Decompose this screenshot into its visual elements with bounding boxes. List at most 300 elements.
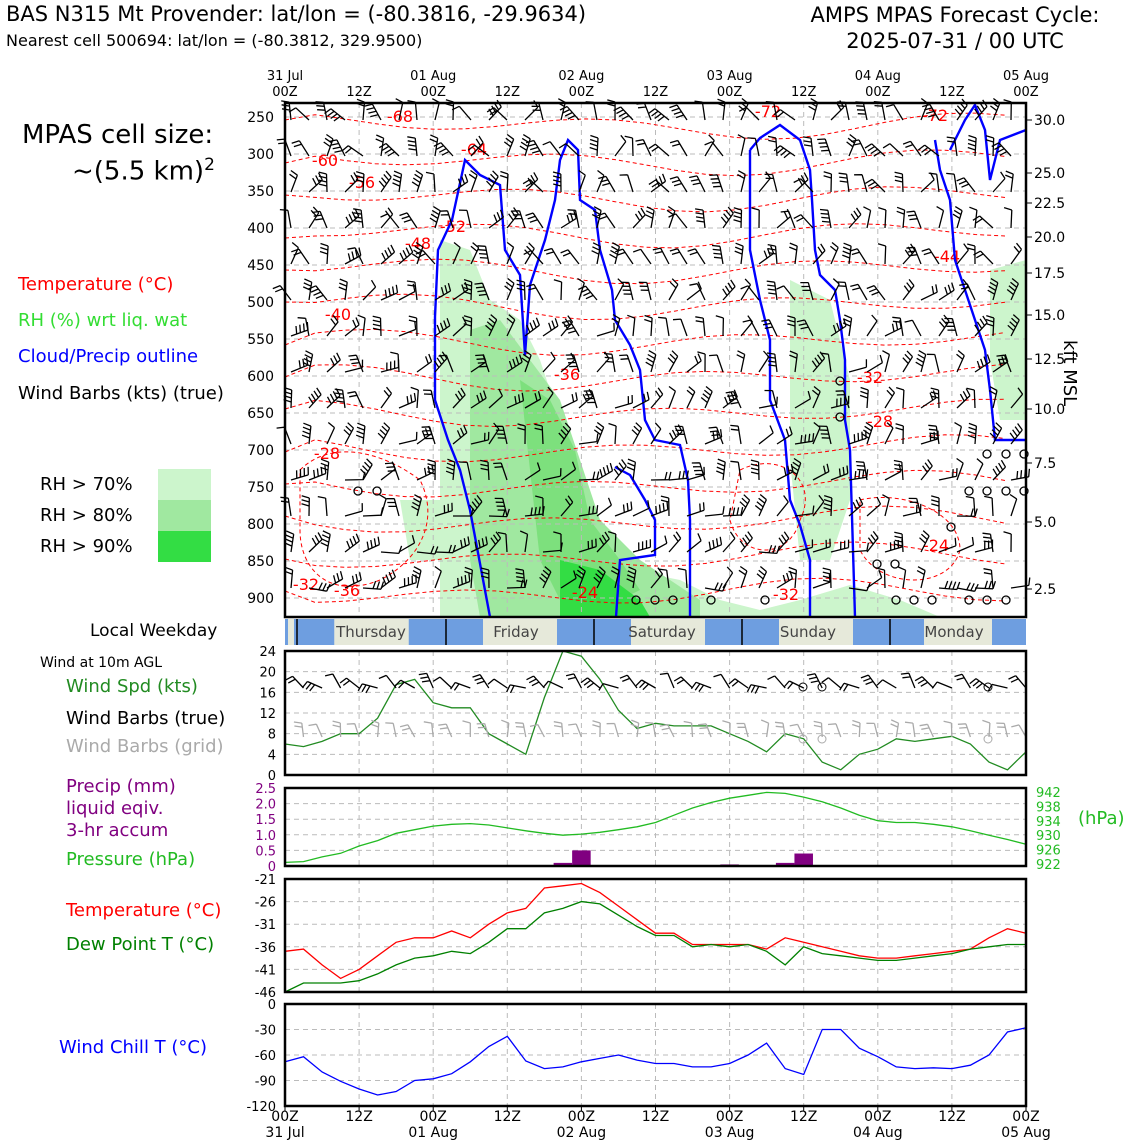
- temp-contour-label: -40: [324, 305, 352, 324]
- wind-barb-grid: [385, 723, 396, 737]
- wind-barb-grid: [996, 723, 1007, 737]
- wind-barb-upper: [651, 536, 667, 552]
- wind-barb-grid: [347, 724, 359, 737]
- calm-circle: [928, 596, 936, 604]
- wind-barb-upper: [687, 354, 701, 372]
- temp-contour-label: -24: [922, 536, 950, 555]
- wind-barb-upper: [993, 460, 1006, 480]
- wind-barb-upper: [737, 351, 745, 372]
- wind-barb-grid: [294, 722, 304, 737]
- wind-barb-upper: [849, 208, 861, 228]
- precip-bar: [572, 850, 591, 866]
- wind-barb-upper: [592, 243, 601, 264]
- wind-barb-10m: [714, 674, 730, 688]
- wind-barb-upper: [957, 389, 970, 408]
- wind-barb-grid: [438, 724, 451, 737]
- wind-barb-upper: [957, 351, 965, 373]
- wind-barb-upper: [723, 280, 735, 300]
- wind-barb-10m: [691, 682, 711, 691]
- wind-barb-upper: [984, 496, 993, 516]
- temp-contour-label: -44: [933, 247, 961, 266]
- wind-barb-upper: [646, 351, 656, 372]
- wind-barb-upper: [590, 136, 598, 157]
- top-axis-hour: 12Z: [642, 85, 669, 100]
- wind-barb-upper: [361, 459, 373, 480]
- chill-panel-ytick: 0: [267, 998, 276, 1013]
- wind-barb-upper: [318, 497, 327, 516]
- wind-barb-10m: [1009, 676, 1027, 688]
- wind-barb-upper: [921, 284, 937, 300]
- wind-panel-ytick: 4: [267, 748, 276, 764]
- pressure-tick-label: 700: [247, 443, 274, 459]
- wind-barb-upper: [885, 320, 901, 336]
- legend-rh: RH (%) wrt liq. wat: [18, 310, 188, 331]
- kft-tick-label: 5.0: [1034, 515, 1057, 531]
- wind-barb-upper: [632, 423, 642, 444]
- wind-barb-10m: [620, 675, 637, 688]
- wind-barb-grid: [905, 722, 915, 737]
- wind-barb-upper: [860, 388, 868, 409]
- wind-barb-upper: [968, 136, 976, 157]
- wind-barb-upper: [688, 249, 705, 264]
- forecast-cycle-line2: 2025-07-31 / 00 UTC: [846, 29, 1064, 53]
- wind-barb-upper: [723, 532, 735, 552]
- wind-barb-grid: [722, 721, 730, 737]
- precip-panel-ytick: 1.5: [255, 813, 276, 829]
- wind-panel-ytick: 8: [267, 727, 276, 743]
- wind-barb-upper: [865, 179, 885, 192]
- wind-barb-upper: [843, 315, 852, 336]
- wind-barb-10m: [807, 674, 822, 688]
- wind-barb-upper: [426, 172, 435, 192]
- calm-circle-10m: [984, 735, 992, 743]
- wind-barb-upper: [399, 245, 413, 264]
- wind-barb-upper: [651, 388, 663, 408]
- bottom-axis-hour: 00Z: [567, 1109, 596, 1125]
- wind-barb-upper: [309, 388, 321, 408]
- wind-barb-upper: [430, 207, 440, 228]
- wind-barb-upper: [344, 423, 354, 444]
- wind-barb-upper: [896, 424, 904, 444]
- legend-temperature: Temperature (°C): [18, 274, 174, 295]
- pressure-unit: (hPa): [1078, 808, 1125, 829]
- precip-panel-ytick: 2.0: [255, 797, 276, 813]
- wind-barb-upper: [712, 246, 723, 265]
- pressure-tick-label: 500: [247, 295, 274, 311]
- wind-barb-upper: [689, 176, 705, 192]
- wind-barb-upper: [716, 316, 724, 336]
- precip-panel-ytick: 1.0: [255, 828, 276, 844]
- bottom-axis-hour: 00Z: [715, 1109, 744, 1125]
- bottom-axis-date: 05 Aug: [1001, 1125, 1051, 1140]
- wind-barb-10m: [877, 680, 896, 688]
- kft-tick-label: 17.5: [1034, 266, 1066, 282]
- wind-barb-upper: [303, 279, 312, 300]
- wind-barb-upper: [673, 319, 687, 336]
- wind-barb-upper: [896, 388, 904, 408]
- bottom-axis-date: 03 Aug: [704, 1125, 755, 1140]
- calm-circle: [1002, 596, 1010, 604]
- wind-barb-upper: [407, 137, 417, 156]
- wind-barb-upper: [381, 546, 402, 554]
- wind-panel-ytick: 12: [259, 707, 276, 722]
- wind-barb-upper: [610, 243, 620, 264]
- wind-barb-upper: [927, 354, 939, 372]
- wind-barb-10m: [566, 674, 581, 688]
- wind-barb-upper: [615, 502, 632, 516]
- wind-barb-upper: [399, 575, 416, 588]
- pressure-tick-label: 650: [247, 406, 274, 422]
- top-axis-hour: 00Z: [420, 85, 446, 100]
- wind-barb-10m: [729, 679, 748, 688]
- wind-barb-upper: [735, 243, 743, 264]
- calm-circle: [1002, 450, 1010, 458]
- wind-barb-upper: [850, 249, 867, 264]
- wind-barb-10m: [988, 684, 1007, 691]
- temp-panel-ytick: -26: [254, 895, 276, 911]
- chart-subtitle: Nearest cell 500694: lat/lon = (-80.3812, 329.9500): [6, 31, 423, 50]
- wind-barb-upper: [687, 387, 695, 408]
- wind-barb-upper: [1010, 495, 1017, 517]
- wind-barb-upper: [993, 172, 1005, 192]
- temp-panel-ytick: -41: [254, 963, 276, 979]
- wind-barb-grid: [660, 725, 674, 738]
- wind-barb-upper: [412, 171, 422, 193]
- wind-barb-upper: [842, 243, 851, 264]
- top-axis-date: 31 Jul: [266, 69, 304, 84]
- wind-barb-upper: [309, 207, 319, 228]
- temp-contour: [285, 224, 1005, 248]
- wind-barb-upper: [381, 387, 392, 408]
- wind-barb-upper: [740, 532, 752, 552]
- top-axis-hour: 00Z: [865, 85, 891, 100]
- precip-panel-ytick: 0.5: [255, 844, 276, 860]
- wind-barb-upper: [594, 423, 603, 445]
- pressure-tick-label: 550: [247, 332, 274, 348]
- wind-barb-upper: [955, 423, 962, 444]
- wind-barb-10m: [784, 681, 804, 689]
- wind-barb-grid: [920, 724, 934, 737]
- legend-windchill: Wind Chill T (°C): [59, 1037, 207, 1058]
- weekday-highlight: [288, 619, 294, 645]
- temp-contour: [285, 259, 1005, 283]
- chill-panel-ytick: -60: [254, 1049, 276, 1064]
- wind-barb-upper: [614, 107, 633, 120]
- wind-barb-upper: [561, 250, 579, 264]
- wind-barb-upper: [751, 460, 759, 480]
- temp-contour-label: -32: [856, 368, 884, 387]
- kft-tick-label: 7.5: [1034, 456, 1057, 472]
- wind-barb-10m: [932, 682, 952, 688]
- wind-barb-upper: [309, 173, 322, 192]
- wind-barb-upper: [892, 317, 903, 336]
- wind-barb-upper: [705, 537, 722, 552]
- wind-barb-upper: [356, 423, 365, 444]
- top-axis-hour: 12Z: [346, 85, 372, 100]
- wind-barb-upper: [578, 286, 597, 300]
- wind-barb-upper: [560, 107, 579, 121]
- wind-barb-upper: [917, 567, 925, 588]
- wind-barb-upper: [381, 285, 398, 300]
- wind-barb-upper: [385, 463, 399, 480]
- legend-precip-3: 3-hr accum: [66, 820, 169, 841]
- wind-barb-upper: [969, 207, 977, 228]
- wind-barb-upper: [957, 583, 978, 592]
- cell-size-sup: 2: [204, 155, 215, 175]
- wind-barb-upper: [627, 315, 635, 336]
- wind-panel-ytick: 24: [259, 645, 276, 660]
- bottom-axis-hour: 12Z: [789, 1109, 818, 1125]
- wind-barb-upper: [309, 286, 328, 300]
- wind-barb-grid: [424, 722, 433, 737]
- wind-barb-upper: [730, 461, 741, 480]
- pressure-tick-label: 850: [247, 554, 274, 570]
- wind-barb-upper: [646, 207, 655, 228]
- wind-barb-upper: [478, 246, 490, 264]
- wind-barb-upper: [885, 387, 895, 408]
- legend-barbs-grid: Wind Barbs (grid): [66, 736, 224, 757]
- rh-fill-6: [400, 500, 445, 560]
- wind-barb-upper: [777, 496, 788, 517]
- wind-barb-upper: [615, 135, 626, 156]
- temp-contour-label: -52: [439, 217, 467, 236]
- wind-barb-upper: [644, 316, 652, 337]
- calm-circle: [891, 560, 899, 568]
- wind-barb-grid: [631, 720, 639, 737]
- wind-barb-10m: [636, 680, 656, 690]
- precip-panel-ytick: 2.5: [255, 782, 276, 797]
- wind-barb-grid: [400, 725, 415, 737]
- wind-barb-upper: [658, 317, 669, 336]
- temp-panel-ytick: -21: [254, 873, 276, 888]
- wind-barb-upper: [597, 498, 611, 516]
- wind-barb-upper: [1004, 532, 1012, 552]
- wind-barb-grid: [761, 720, 768, 737]
- bottom-axis-date: 01 Aug: [408, 1125, 459, 1140]
- forecast-cycle-line1: AMPS MPAS Forecast Cycle:: [810, 3, 1100, 27]
- wind-barb-upper: [609, 424, 617, 445]
- bottom-axis-date: 04 Aug: [852, 1125, 903, 1140]
- wind-barb-upper: [378, 423, 390, 444]
- wind-barb-upper: [320, 244, 328, 265]
- calm-circle: [983, 487, 991, 495]
- chill-panel-ytick: -120: [246, 1100, 276, 1115]
- bottom-axis-hour: 00Z: [864, 1109, 892, 1125]
- wind-barb-upper: [739, 567, 747, 589]
- wind-panel-ytick: 0: [267, 769, 276, 784]
- wind-barb-upper: [325, 109, 346, 121]
- legend-wind-speed: Wind Spd (kts): [66, 676, 198, 697]
- wind-barb-10m: [822, 678, 841, 688]
- wind-barb-upper: [633, 249, 651, 264]
- top-axis-hour: 00Z: [272, 85, 298, 100]
- calm-circle: [910, 596, 918, 604]
- wind-barb-upper: [619, 355, 633, 372]
- wind-barb-upper: [839, 173, 849, 192]
- cell-size-text: ~(5.5 km): [72, 156, 205, 187]
- wind-barb-upper: [615, 395, 632, 408]
- wind-barb-upper: [561, 392, 577, 408]
- wind-barb-upper: [597, 463, 613, 480]
- pressure-tick-label: 600: [247, 369, 274, 385]
- wind-barb-upper: [898, 567, 905, 588]
- temp-contour: [285, 329, 1005, 355]
- wind-barb-upper: [381, 245, 395, 264]
- wind-barb-grid: [684, 722, 693, 738]
- wind-barb-upper: [882, 351, 889, 372]
- bottom-axis-hour: 00Z: [419, 1109, 447, 1125]
- wind-barb-upper: [1005, 171, 1013, 192]
- precip-panel-ytick: 0: [267, 860, 276, 875]
- wind-barb-upper: [327, 423, 335, 445]
- wind-barb-upper: [759, 351, 769, 372]
- pressure-tick-label: 250: [247, 110, 274, 126]
- wind-barb-upper: [487, 171, 499, 192]
- legend-rh70: RH > 70%: [40, 474, 133, 495]
- temp-contour-label: -68: [386, 107, 414, 126]
- wind-barb-10m: [286, 676, 304, 688]
- calm-circle: [983, 450, 991, 458]
- wind-barb-upper: [562, 321, 579, 336]
- temp-panel-ytick: -31: [254, 918, 276, 934]
- wind-barb-upper: [878, 244, 886, 264]
- temp-contour-label: -64: [460, 140, 488, 159]
- wind-barb-10m: [543, 681, 563, 688]
- wind-barb-upper: [345, 472, 365, 480]
- top-axis-hour: 12Z: [939, 85, 965, 100]
- weekday-friday: Friday: [493, 623, 539, 641]
- wind-barb-upper: [668, 351, 678, 372]
- kft-tick-label: 10.0: [1034, 402, 1066, 418]
- bottom-axis-hour: 00Z: [1012, 1109, 1040, 1125]
- wind-barb-upper: [767, 281, 777, 300]
- wind-barb-upper: [614, 460, 626, 481]
- wind-barb-upper: [363, 280, 376, 300]
- wind-barb-upper: [734, 208, 742, 228]
- wind-barb-upper: [705, 583, 726, 592]
- wind-barb-upper: [649, 109, 670, 121]
- wind-panel-title: Wind at 10m AGL: [40, 655, 163, 671]
- wind-barb-upper: [291, 322, 308, 336]
- wind-barb-10m: [358, 684, 377, 693]
- wind-barb-upper: [633, 392, 649, 408]
- wind-barb-upper: [894, 461, 903, 481]
- wind-barb-upper: [345, 534, 359, 552]
- wind-barb-upper: [903, 351, 913, 372]
- calm-circle: [761, 596, 769, 604]
- wind-barb-upper: [730, 425, 741, 444]
- wind-barb-10m: [599, 684, 619, 691]
- wind-barb-upper: [412, 567, 421, 588]
- wind-barb-upper: [302, 423, 311, 444]
- pressure-ytick: 922: [1036, 858, 1061, 873]
- wind-barb-10m: [302, 682, 322, 692]
- wind-barb-upper: [399, 432, 417, 444]
- kft-tick-label: 20.0: [1034, 230, 1066, 246]
- wind-barb-upper: [957, 178, 975, 192]
- wind-barb-grid: [463, 721, 471, 737]
- chill-panel-ytick: -90: [254, 1074, 276, 1090]
- wind-barb-upper: [302, 496, 310, 516]
- wind-barb-upper: [824, 172, 832, 192]
- legend-cloud: Cloud/Precip outline: [18, 346, 199, 367]
- wind-barb-upper: [755, 495, 766, 517]
- wind-barb-upper: [670, 249, 687, 264]
- wind-barb-10m: [379, 675, 396, 688]
- legend-pressure: Pressure (hPa): [66, 849, 196, 870]
- wind-barb-upper: [620, 175, 633, 192]
- wind-barb-upper: [741, 286, 759, 300]
- wind-barb-upper: [737, 171, 745, 192]
- bottom-axis-date: 31 Jul: [265, 1125, 305, 1140]
- wind-barb-upper: [489, 210, 503, 228]
- kft-tick-label: 2.5: [1034, 582, 1057, 598]
- wind-barb-upper: [633, 208, 645, 228]
- legend-barbs-true: Wind Barbs (true): [66, 708, 226, 729]
- wind-barb-upper: [327, 389, 340, 408]
- wind-barb-upper: [937, 207, 944, 228]
- wind-barb-10m: [451, 683, 471, 691]
- wind-barb-upper: [544, 249, 561, 265]
- wind-barb-grid: [592, 721, 600, 737]
- wind-barb-upper: [1011, 243, 1022, 264]
- wind-barb-grid: [568, 724, 581, 737]
- wind-barb-upper: [916, 351, 926, 372]
- wind-barb-upper: [886, 105, 903, 120]
- wind-barb-upper: [526, 213, 544, 228]
- wind-barb-upper: [379, 495, 386, 516]
- pressure-tick-label: 900: [247, 591, 274, 607]
- wind-panel-ytick: 20: [259, 665, 276, 681]
- wind-barb-10m: [768, 676, 786, 688]
- weekday-monday: Monday: [924, 623, 984, 641]
- kft-tick-label: 25.0: [1034, 166, 1066, 182]
- wind-barb-grid: [737, 724, 749, 738]
- wind-barb-upper: [321, 531, 330, 552]
- pressure-tick-label: 400: [247, 221, 274, 237]
- wind-barb-upper: [669, 387, 675, 409]
- wind-barb-upper: [716, 459, 725, 480]
- weekday-sunday: Sunday: [779, 623, 837, 641]
- temp-contour-label: -24: [571, 583, 599, 602]
- wind-barb-upper: [651, 502, 668, 516]
- wind-barb-upper: [504, 135, 513, 157]
- wind-barb-upper: [469, 171, 477, 193]
- wind-barb-upper: [393, 171, 402, 192]
- weekday-thursday: Thursday: [336, 623, 406, 641]
- wind-barb-upper: [290, 171, 298, 193]
- wind-barb-upper: [968, 423, 977, 444]
- wind-barb-10m: [325, 674, 341, 688]
- calm-circle: [1002, 487, 1010, 495]
- pressure-tick-label: 350: [247, 184, 274, 200]
- wind-barb-10m: [861, 675, 878, 688]
- wind-barb-grid: [958, 724, 971, 737]
- bottom-axis-hour: 00Z: [271, 1109, 299, 1125]
- wind-barb-upper: [399, 322, 416, 337]
- wind-barb-upper: [907, 211, 922, 228]
- wind-barb-upper: [505, 279, 514, 301]
- temp-contour-label: -48: [404, 234, 432, 253]
- wind-barb-grid: [828, 724, 841, 737]
- temp-contour-label: -32: [292, 575, 320, 594]
- top-axis-date: 02 Aug: [558, 69, 605, 84]
- wind-barb-upper: [953, 207, 962, 228]
- wind-barb-10m: [955, 674, 971, 688]
- wind-barb-grid: [944, 721, 952, 737]
- wind-barb-upper: [543, 318, 558, 336]
- wind-barb-upper: [863, 207, 870, 228]
